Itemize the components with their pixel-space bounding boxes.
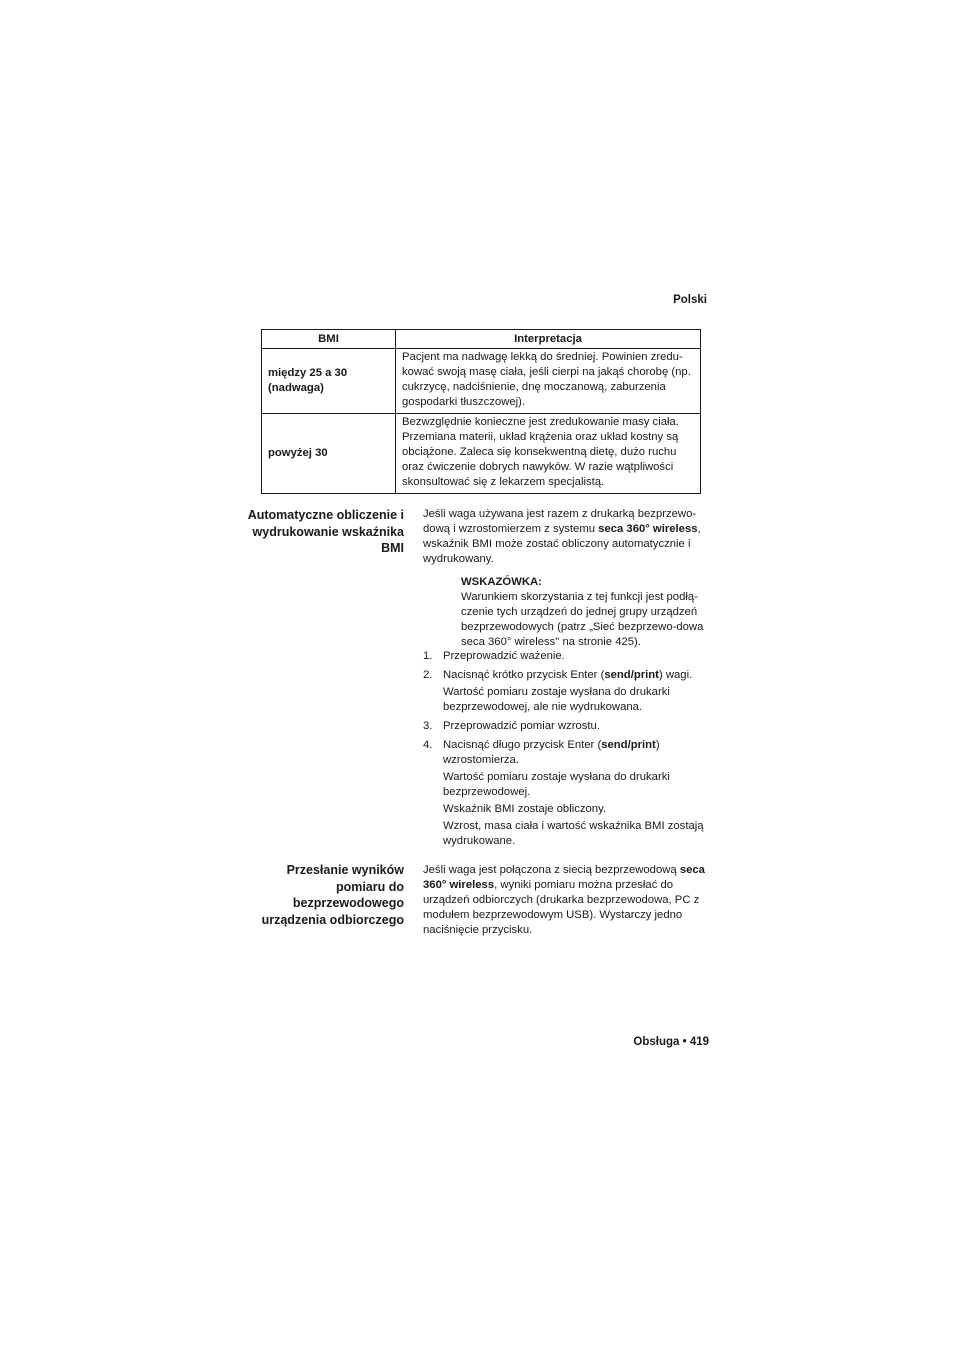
step-text: ) wagi.	[658, 669, 693, 681]
step-result: Wskaźnik BMI zostaje obliczony.	[443, 803, 607, 815]
step-number: 1.	[423, 650, 433, 662]
step-number: 2.	[423, 669, 433, 681]
bmi-range-cell: powyżej 30	[262, 414, 396, 494]
section-heading-auto-bmi: Automatyczne obliczenie i wydrukowanie wskaźnika BMI	[247, 508, 404, 555]
step-text: ) wzrostomierza.	[443, 739, 660, 766]
button-name: send/print	[601, 739, 656, 751]
list-item	[423, 738, 713, 849]
section2-text: , wyniki pomiaru można przesłać do urządzeń odbiorczych (drukarka bezprzewodowa, PC z modułem bezprzewodowym USB). Wystarczy jedno naciśnięcie przycisku.	[423, 879, 700, 936]
header-language: Polski	[673, 294, 707, 306]
bmi-table	[261, 329, 701, 494]
table-header-row	[262, 330, 701, 349]
list-item	[423, 719, 713, 734]
intro-text: , wskaźnik BMI może zostać obliczony automatycznie i wydrukowany.	[423, 523, 701, 565]
section2-paragraph	[423, 863, 713, 938]
section-intro-paragraph	[423, 507, 713, 567]
step-text: Nacisnąć długo przycisk Enter (	[443, 739, 602, 751]
system-name: seca 360° wireless	[598, 523, 698, 535]
bmi-range-cell: między 25 a 30 (nadwaga)	[262, 349, 396, 414]
column-header-interpretation: Interpretacja	[396, 330, 701, 349]
note-box	[461, 575, 713, 650]
page-footer: Obsługa • 419	[633, 1036, 709, 1048]
interpretation-cell: Bezwzględnie konieczne jest zredukowanie masy ciała. Przemiana materii, układ krążenia oraz układ kostny są obciążone. Zaleca się konsekwentną dietę, dużo ruchu oraz ćwiczenie dobrych nawyków. W razie wątpliwości skonsultować się z lekarzem specjalistą.	[396, 414, 701, 494]
interpretation-cell: Pacjent ma nadwagę lekką do średniej. Powinien zredu-kować swoją masę ciała, jeśli cierpi na jakąś chorobę (np. cukrzycę, nadciśnienie, dnę moczanową, zaburzenia gospodarki tłuszczowej).	[396, 349, 701, 414]
button-name: send/print	[604, 669, 659, 681]
step-number: 4.	[423, 739, 433, 751]
system-name: seca 360° wireless	[423, 864, 705, 891]
steps-list	[423, 649, 713, 853]
step-result: Wartość pomiaru zostaje wysłana do drukarki bezprzewodowej, ale nie wydrukowana.	[443, 686, 670, 713]
section2-text: Jeśli waga jest połączona z siecią bezprzewodową	[423, 864, 680, 876]
table-row	[262, 349, 701, 414]
step-text: Przeprowadzić pomiar wzrostu.	[443, 720, 600, 732]
column-header-bmi: BMI	[262, 330, 396, 349]
step-result: Wzrost, masa ciała i wartość wskaźnika BMI zostają wydrukowane.	[443, 820, 704, 847]
intro-text: Jeśli waga używana jest razem z drukarką bezprzewo-dową i wzrostomierzem z systemu	[423, 508, 697, 535]
table-row	[262, 414, 701, 494]
note-text: Warunkiem skorzystania z tej funkcji jest podłą-czenie tych urządzeń do jednej grupy urządzeń bezprzewodowych (patrz „Sieć bezprzewo-dowa seca 360° wireless" na stronie 425).	[461, 591, 704, 648]
list-item	[423, 649, 713, 664]
step-number: 3.	[423, 720, 433, 732]
list-item	[423, 668, 713, 715]
section-heading-wireless-transfer: Przesłanie wyników pomiaru do bezprzewodowego urządzenia odbiorczego	[261, 863, 404, 927]
step-result: Wartość pomiaru zostaje wysłana do drukarki bezprzewodowej.	[443, 771, 670, 798]
note-title: WSKAZÓWKA:	[461, 576, 542, 588]
step-text: Przeprowadzić ważenie.	[443, 650, 565, 662]
step-text: Nacisnąć krótko przycisk Enter (	[443, 669, 605, 681]
